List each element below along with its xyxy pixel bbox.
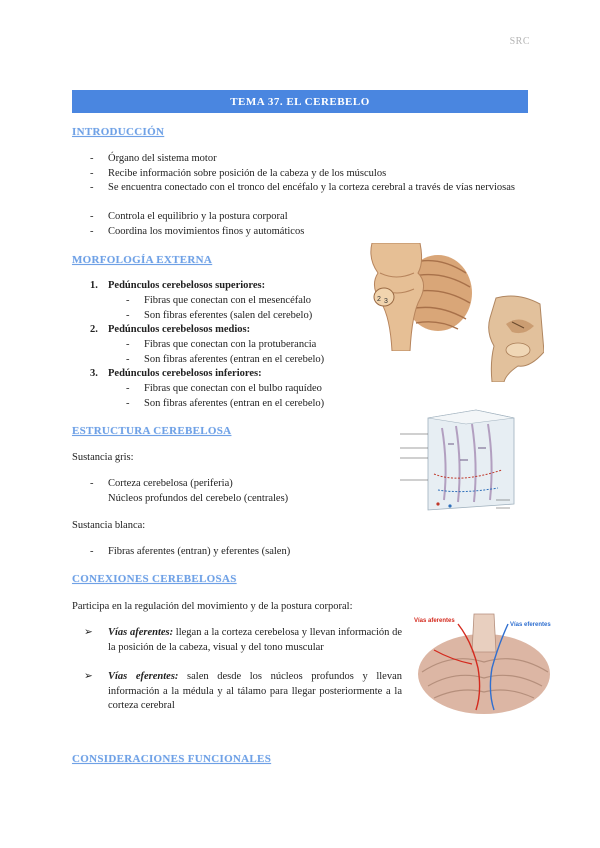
afferent-pathways-item: ➢ Vías aferentes: llegan a la corteza cerebelosa y llevan información de la posición de la cabeza, visual y del tono muscular <box>84 627 402 653</box>
list-item: - Recibe información sobre posición de la cabeza y de los músculos <box>90 167 387 179</box>
section-heading-conexiones: CONEXIONES CEREBELOSAS <box>72 573 237 585</box>
section-heading-consideraciones: CONSIDERACIONES FUNCIONALES <box>72 753 272 765</box>
list-item: - Fibras que conectan con la protuberancia <box>126 339 317 350</box>
section-heading-morfologia: MORFOLOGÍA EXTERNA <box>72 254 213 266</box>
header-initials: SRC <box>509 36 530 47</box>
list-item: - Fibras que conectan con el bulbo raquídeo <box>126 383 322 394</box>
white-matter-label: Sustancia blanca: <box>72 520 146 531</box>
list-item: - Fibras aferentes (entran) y eferentes (salen) <box>90 546 291 557</box>
connections-intro: Participa en la regulación del movimiento y de la postura corporal: <box>72 601 353 612</box>
afferent-label: Vías aferentes <box>414 618 455 624</box>
list-item: Núcleos profundos del cerebelo (centrales) <box>108 492 289 504</box>
cerebellar-peduncles-illustration <box>362 243 474 351</box>
efferent-label: Vías eferentes <box>510 622 551 628</box>
brainstem-sagittal-illustration <box>484 292 544 382</box>
list-item: - Órgano del sistema motor <box>90 153 217 164</box>
svg-text:3: 3 <box>384 298 388 305</box>
cerebellar-cortex-diagram <box>398 404 526 518</box>
list-item: - Son fibras eferentes (salen del cerebelo) <box>126 309 313 321</box>
section-heading-estructura: ESTRUCTURA CEREBELOSA <box>72 425 232 437</box>
list-item: - Son fibras aferentes (entran en el cerebelo) <box>126 353 325 365</box>
morphology-group-3: 3. Pedúnculos cerebelosos inferiores: <box>90 368 262 379</box>
list-item: - Controla el equilibrio y la postura corporal <box>90 211 288 222</box>
gray-matter-label: Sustancia gris: <box>72 452 134 463</box>
morphology-group-1: 1. Pedúnculos cerebelosos superiores: <box>90 280 266 291</box>
list-item: - Coordina los movimientos finos y automáticos <box>90 225 305 237</box>
efferent-pathways-item: ➢ Vías eferentes: salen desde los núcleos profundos y llevan información a la médula y al tálamo para llegar posteriormente a la corteza cerebral <box>84 671 402 711</box>
morphology-group-2: 2. Pedúnculos cerebelosos medios: <box>90 324 251 335</box>
svg-text:2: 2 <box>377 296 381 303</box>
section-heading-introduccion: INTRODUCCIÓN <box>72 126 165 138</box>
list-item: - Son fibras aferentes (entran en el cerebelo) <box>126 397 325 409</box>
cerebellar-pathways-illustration <box>412 612 558 714</box>
list-item: - Fibras que conectan con el mesencéfalo <box>126 295 312 306</box>
list-item: - Corteza cerebelosa (periferia) <box>90 478 233 489</box>
page-title: TEMA 37. EL CEREBELO <box>72 90 528 113</box>
list-item: - Se encuentra conectado con el tronco del encéfalo y la corteza cerebral a través de vías nerviosas <box>90 182 515 193</box>
